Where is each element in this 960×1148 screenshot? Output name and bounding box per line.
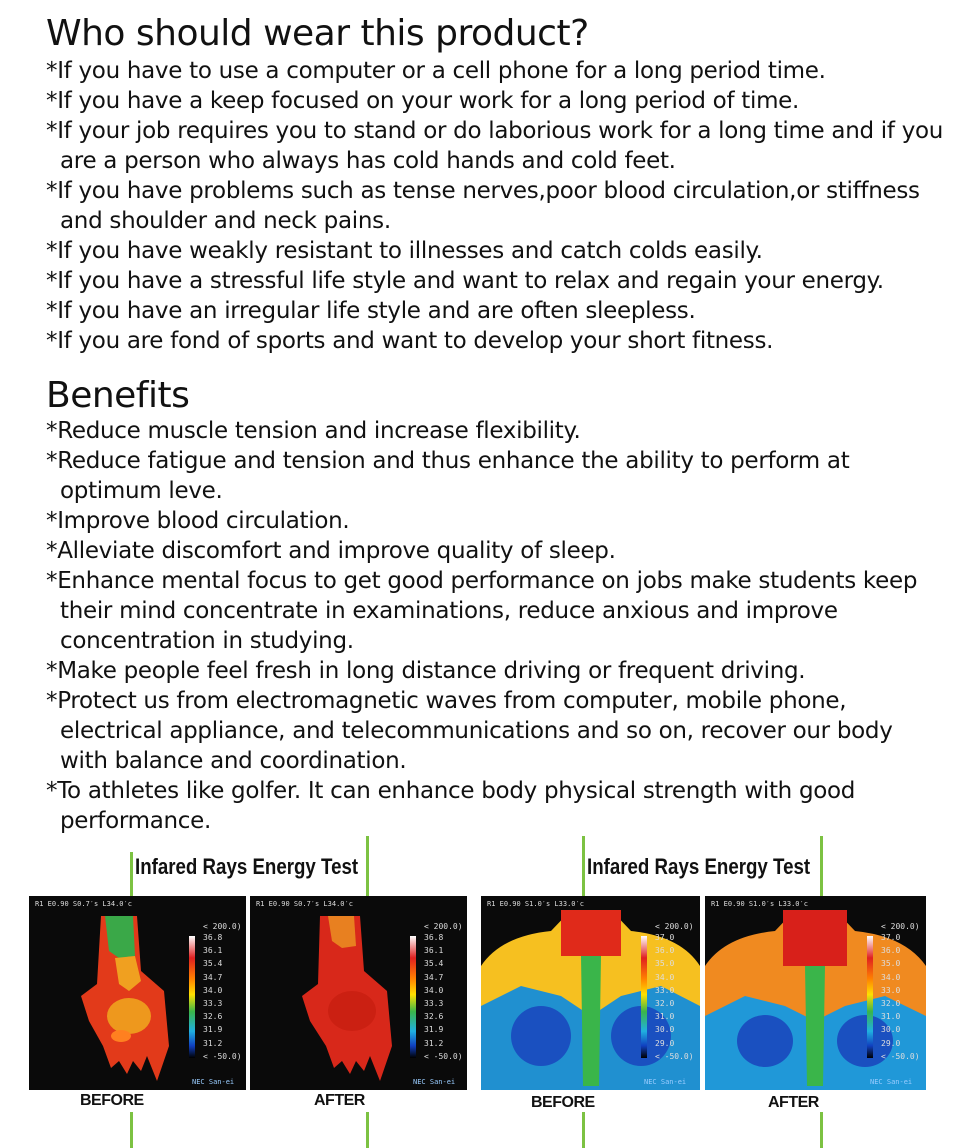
green-line — [130, 852, 133, 896]
list-item: *To athletes like golfer. It can enhance body physical strength with good performance. — [46, 778, 856, 834]
benefits-list — [46, 416, 946, 836]
temperature-scale: < 200.0) 36.8 36.1 35.4 34.7 34.0 33.3 32.6 31.9 31.2 < -50.0) — [410, 922, 464, 1063]
green-line — [820, 836, 823, 896]
list-item: *If your job requires you to stand or do laborious work for a long time and if you are a person who always has cold hands and cold feet. — [46, 118, 944, 174]
brand-label: NEC San-ei — [192, 1078, 235, 1086]
who-should-wear-list — [46, 56, 946, 356]
thermal-image-torso-after — [705, 896, 926, 1090]
infrared-test-title-left: Infared Rays Energy Test — [135, 854, 359, 879]
caption-after: AFTER — [314, 1092, 365, 1109]
thermal-header: R1 E0.90 S1.0′s L33.0′c — [487, 900, 584, 908]
list-item: *If you have a keep focused on your work for a long period of time. — [46, 88, 800, 114]
who-should-wear-title: Who should wear this product? — [46, 13, 589, 54]
brand-label: NEC San-ei — [644, 1078, 687, 1086]
list-item: *If you are fond of sports and want to develop your short fitness. — [46, 328, 774, 354]
caption-before: BEFORE — [80, 1092, 144, 1109]
thermal-image-torso-before — [481, 896, 700, 1090]
list-item: *Enhance mental focus to get good performance on jobs make students keep their mind concentrate in examinations, reduce anxious and improve concentration in studying. — [46, 568, 918, 654]
thermal-image-hand-after — [250, 896, 467, 1090]
green-line — [820, 1112, 823, 1148]
thermal-header: R1 E0.90 S0.7′s L34.0′c — [35, 900, 132, 908]
temperature-scale: < 200.0) 36.8 36.1 35.4 34.7 34.0 33.3 32.6 31.9 31.2 < -50.0) — [189, 922, 243, 1063]
thermal-image-hand-before — [29, 896, 246, 1090]
temperature-scale: < 200.0) 37.0 36.0 35.0 34.0 33.0 32.0 31.0 30.0 29.0 < -50.0) — [641, 922, 695, 1063]
infrared-test-title-right: Infared Rays Energy Test — [587, 854, 811, 879]
green-line — [582, 1112, 585, 1148]
thermal-header: R1 E0.90 S0.7′s L34.0′c — [256, 900, 353, 908]
caption-after: AFTER — [768, 1094, 819, 1111]
list-item: *Make people feel fresh in long distance driving or frequent driving. — [46, 658, 806, 684]
list-item: *Alleviate discomfort and improve quality of sleep. — [46, 538, 616, 564]
list-item: *If you have weakly resistant to illnesses and catch colds easily. — [46, 238, 763, 264]
green-line — [582, 836, 585, 896]
list-item: *If you have problems such as tense nerves,poor blood circulation,or stiffness and shoulder and neck pains. — [46, 178, 920, 234]
green-line — [366, 1112, 369, 1148]
brand-label: NEC San-ei — [413, 1078, 456, 1086]
green-line — [366, 836, 369, 896]
green-line — [130, 1112, 133, 1148]
list-item: *If you have an irregular life style and are often sleepless. — [46, 298, 696, 324]
thermal-header: R1 E0.90 S1.0′s L33.0′c — [711, 900, 808, 908]
list-item: *Reduce fatigue and tension and thus enhance the ability to perform at optimum leve. — [46, 448, 850, 504]
list-item: *Reduce muscle tension and increase flexibility. — [46, 418, 581, 444]
temperature-scale: < 200.0) 37.0 36.0 35.0 34.0 33.0 32.0 31.0 30.0 29.0 < -50.0) — [867, 922, 921, 1063]
list-item: *If you have a stressful life style and want to relax and regain your energy. — [46, 268, 884, 294]
list-item: *Improve blood circulation. — [46, 508, 350, 534]
list-item: *Protect us from electromagnetic waves from computer, mobile phone, electrical appliance, and telecommunications and so on, recover our body with balance and coordination. — [46, 688, 893, 774]
list-item: *If you have to use a computer or a cell phone for a long period time. — [46, 58, 826, 84]
benefits-title: Benefits — [46, 375, 190, 416]
caption-before: BEFORE — [531, 1094, 595, 1111]
brand-label: NEC San-ei — [870, 1078, 913, 1086]
